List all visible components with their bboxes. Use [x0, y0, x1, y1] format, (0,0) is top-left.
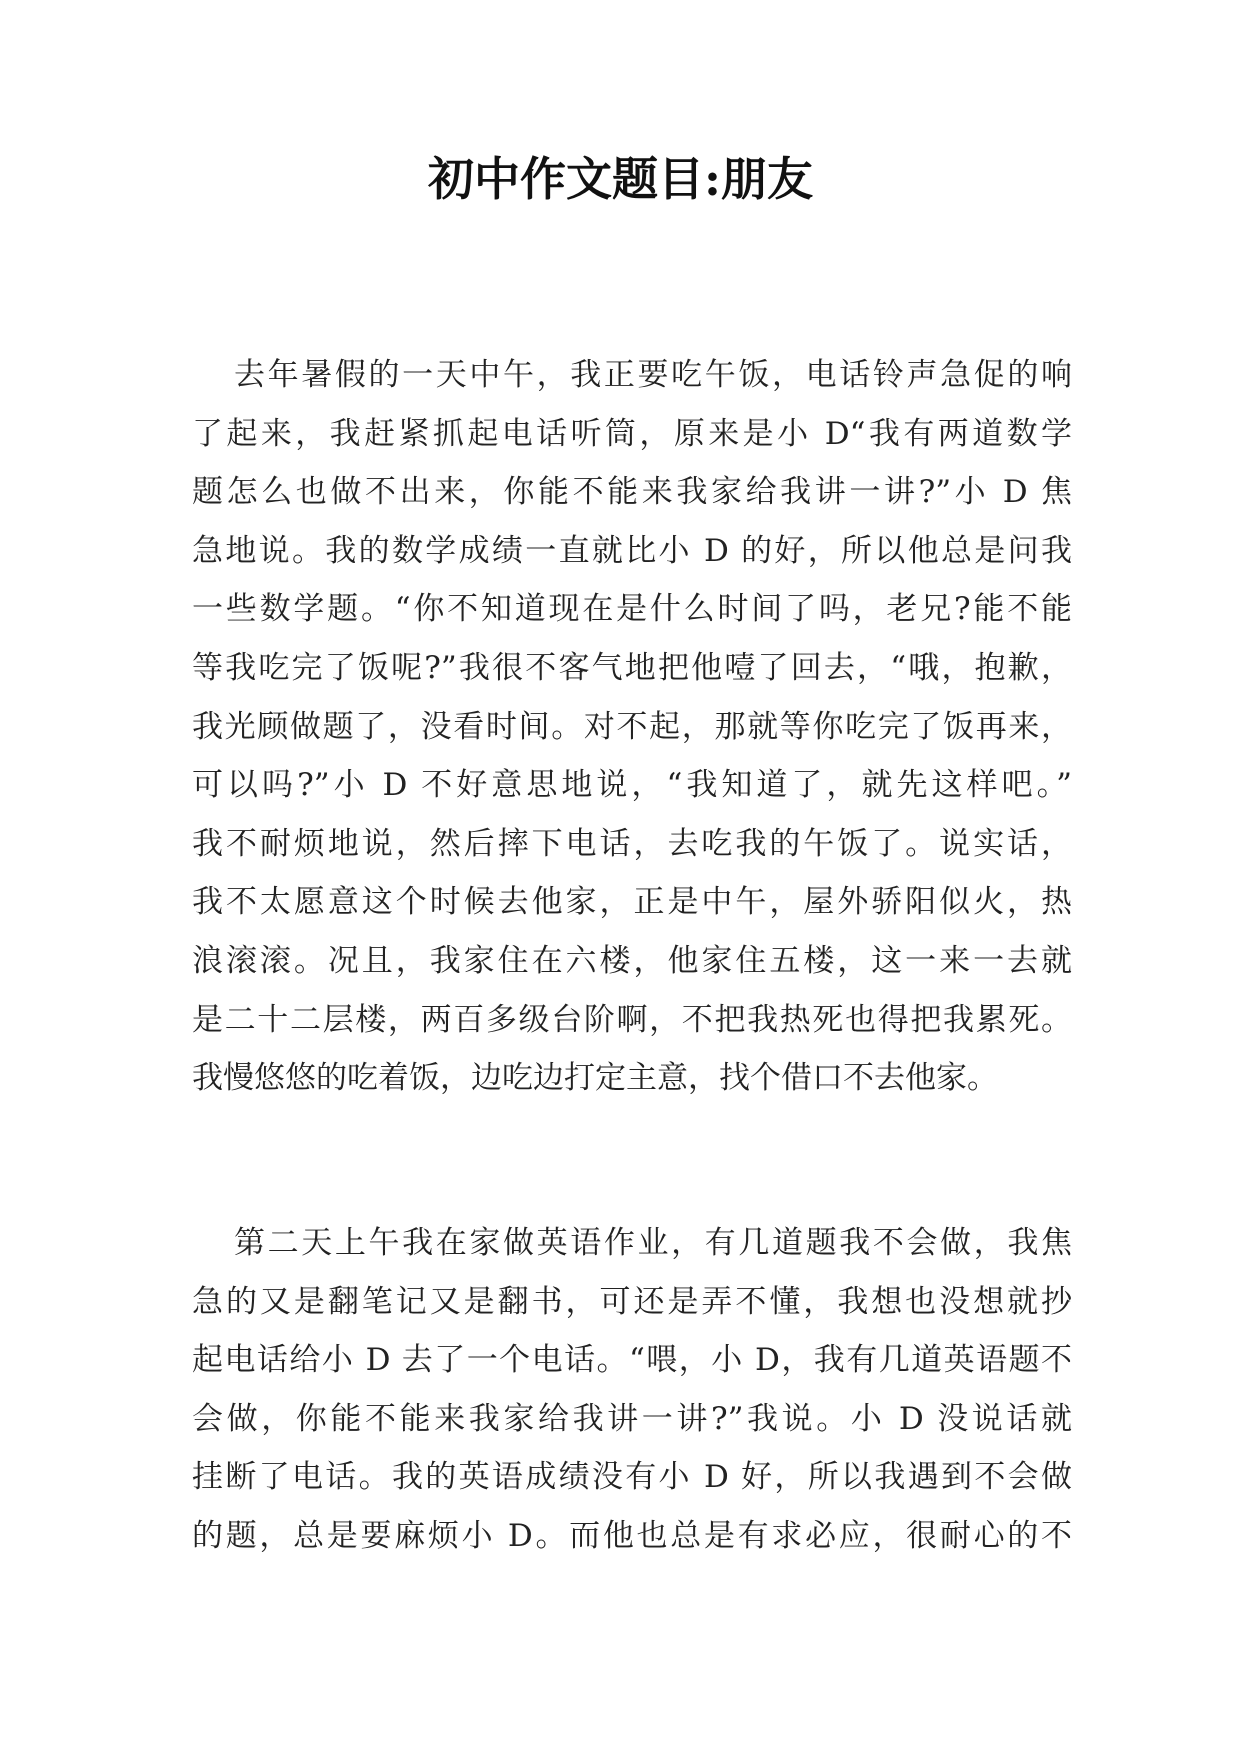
paragraph-line: 挂断了电话。我的英语成绩没有小 D 好，所以我遇到不会做: [192, 1459, 1072, 1496]
paragraph-line: 我慢悠悠的吃着饭，边吃边打定主意，找个借口不去他家。: [192, 1060, 998, 1097]
paragraph-line: 一些数学题。“你不知道现在是什么时间了吗，老兄?能不能: [192, 591, 1072, 628]
paragraph-line: 第二天上午我在家做英语作业，有几道题我不会做，我焦: [234, 1225, 1072, 1261]
paragraph-line: 浪滚滚。况且，我家住在六楼，他家住五楼，这一来一去就: [192, 942, 1072, 979]
paragraph-line: 等我吃完了饭呢?”我很不客气地把他噎了回去，“哦，抱歉，: [192, 649, 1072, 686]
paragraph-line: 我光顾做题了，没看时间。对不起，那就等你吃完了饭再来，: [192, 708, 1072, 745]
paragraph-line: 去年暑假的一天中午，我正要吃午饭，电话铃声急促的响: [234, 357, 1072, 393]
paragraph-1: [192, 346, 1072, 1108]
paragraph-line: 会做，你能不能来我家给我讲一讲?”我说。小 D 没说话就: [192, 1400, 1072, 1437]
paragraph-2: [192, 1214, 1072, 1566]
paragraph-line: 我不耐烦地说，然后摔下电话，去吃我的午饭了。说实话，: [192, 825, 1072, 862]
paragraph-line: 题怎么也做不出来，你能不能来我家给我讲一讲?”小 D 焦: [192, 474, 1072, 511]
paragraph-line: 了起来，我赶紧抓起电话听筒，原来是小 D“我有两道数学: [192, 415, 1072, 452]
paragraph-line: 可以吗?”小 D 不好意思地说，“我知道了，就先这样吧。”: [192, 767, 1072, 804]
paragraph-line: 急的又是翻笔记又是翻书，可还是弄不懂，我想也没想就抄: [192, 1283, 1072, 1320]
paragraph-line: 我不太愿意这个时候去他家，正是中午，屋外骄阳似火，热: [192, 884, 1072, 921]
paragraph-line: 急地说。我的数学成绩一直就比小 D 的好，所以他总是问我: [192, 532, 1072, 569]
paragraph-line: 是二十二层楼，两百多级台阶啊，不把我热死也得把我累死。: [192, 1001, 1072, 1038]
document-title: 初中作文题目:朋友: [428, 152, 813, 206]
paragraph-line: 的题，总是要麻烦小 D。而他也总是有求必应，很耐心的不: [192, 1517, 1072, 1554]
paragraph-line: 起电话给小 D 去了一个电话。“喂，小 D，我有几道英语题不: [192, 1342, 1072, 1379]
